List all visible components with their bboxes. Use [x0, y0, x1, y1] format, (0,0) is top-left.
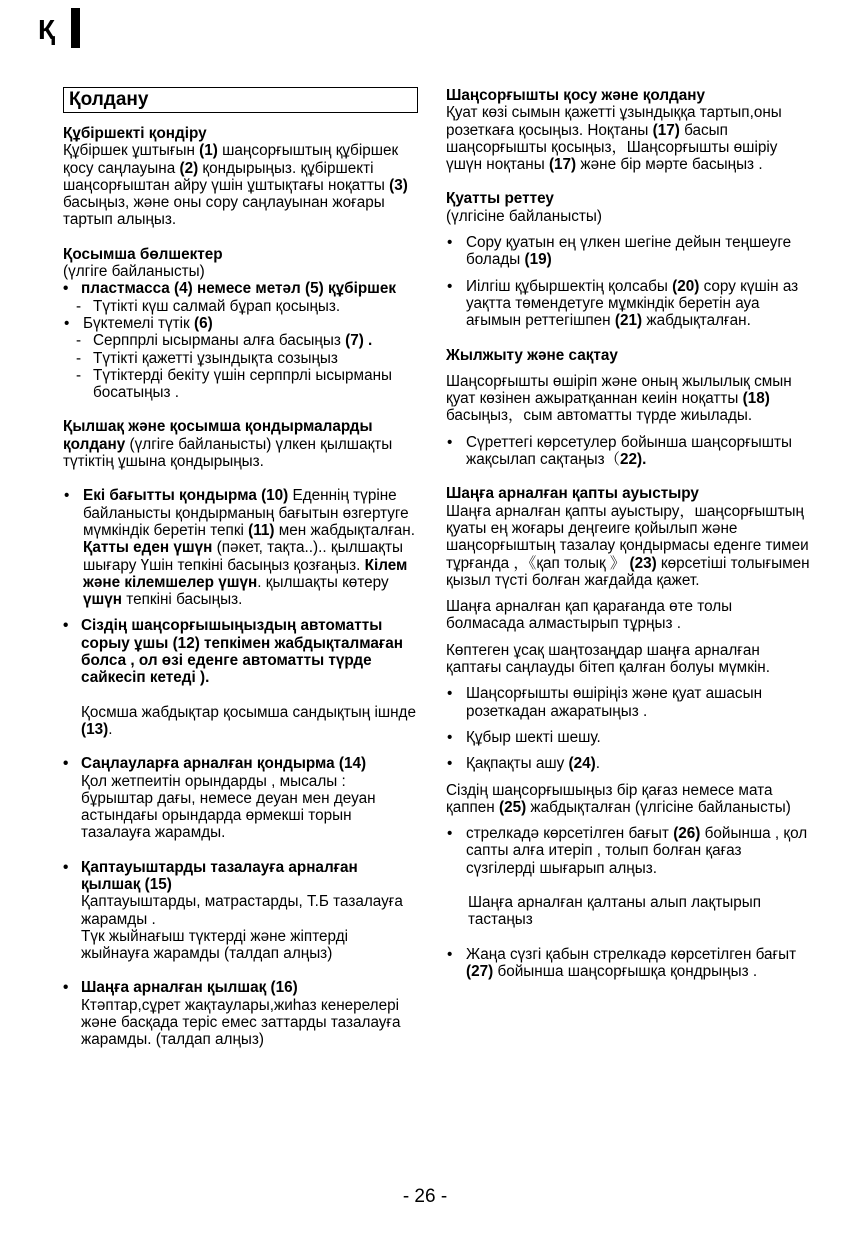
- operation-title: Шаңсорғышты қосу және қолдану: [446, 87, 706, 104]
- list-item: • стрелкадә көрсетілген бағыт (26) бойынша , қол сапты алға итеріп , толып болған қағаз сүзгілерді шығарып алңыз.: [446, 825, 811, 877]
- accessories-title: Қосымша бөлшектер: [63, 245, 223, 263]
- list-item: • Жаңа сүзгі қабын стрелкадә көрсетілген бағыт (27) бойынша шаңсорғышқа қондрыңыз .: [446, 946, 811, 981]
- list-item: - Серппрлі ысырманы алға басыңыз (7) .: [63, 332, 418, 349]
- list-item: • Иілгіш құбыршектің қолсабы (20) сору күшін аз уақтта төмендетуге мұмкіндік беретін ауа ағымын реттегішпен (21) жабдықталған.: [446, 278, 811, 330]
- bag-change-text: Шаңға арналған қапты ауыстыру，шаңсорғыштың қуаты ең жоғары деңгеиге қойылып және шаңсорғыштың тазалау қондырмасы еденге тимеи тұрғанда ，《қап толық 》 (23) көрсетіші толығымен қызыл түсті болған жағдайда қажет.: [446, 502, 810, 589]
- list-item: • Шаңсорғышты өшіріңіз және қуат ашасын розеткадан ажаратыңыз .: [446, 685, 811, 720]
- brushes-intro: Қылшақ және қосымша қондырмаларды қолдану (үлгіге байланысты) үлкен қылшақты түтіктің ұшына қондырыңыз.: [63, 418, 393, 471]
- list-item: - Түтікті күш салмай бұрап қосыңыз.: [63, 298, 418, 315]
- bag-change-note: Шаңға арналған қап қарағанда өте толы болмасада алмастырып тұрңыз .: [446, 598, 733, 633]
- operation-text: Қуат көзі сымын қажетті ұзындыққа тартып,оны розеткаға қосыңыз. Ноқтаны (17) басып шаңсорғышты қосыңыз，Шаңсорғышты өшіріу үшүн ноқтаны (17) және бір мәрте басыңыз .: [446, 104, 782, 174]
- list-item: • Екі бағытты қондырма (10) Еденнің түріне байланысты қондырманың бағытын өзгертуге мүмкіндік беретін тепкі (11) мен жабдықталған. Қатты еден үшүн (пәкет, тақта..).. қылшақты шығару Үшін тепкіні басыңыз қозғаңыз. Кілем және кілемшелер үшүн. қылшақты көтеру үшүн тепкіні басыңыз.: [63, 487, 418, 608]
- list-item: • Қаптауыштарды тазалауға арналған қылшақ (15): [63, 859, 418, 894]
- list-item: • пластмасса (4) немесе метәл (5) құбіршек: [63, 280, 418, 297]
- list-item: • Саңлауларға арналған қондырма (14): [63, 755, 418, 772]
- power-subtitle: (үлгісіне байланысты): [446, 207, 602, 225]
- right-column: [446, 87, 811, 980]
- list-item-text: Түк жыйнағыш түктерді және жіптерді жыйнауға жарамды (талдап алңыз): [81, 927, 349, 963]
- list-item: • Құбыр шекті шешу.: [446, 729, 811, 746]
- bag-change-note: Көптеген ұсақ шаңтозаңдар шаңға арналған қаптағы саңлауды бітеп қалған болуы мүмкін.: [446, 641, 770, 677]
- list-item-text: Ктәптар,сұрет жақтаулары,жиһаз кенерелері және басқада теріс емес заттарды тазалауға жарамды. (талдап алңыз): [81, 996, 401, 1049]
- list-item: • Бүктемелі түтік (6): [63, 315, 418, 332]
- list-item: • Қақпақты ашу (24).: [446, 755, 811, 772]
- page-number: - 26 -: [402, 1186, 448, 1207]
- list-item: • Сіздің шаңсорғышыңыздың автоматты сорыу ұшы (12) тепкімен жабдықталмаған болса , ол өзі еденге автоматты түрде сайкесіп кетеді ).: [63, 617, 418, 686]
- list-item: - Түтікті қажетті ұзындықта созыңыз: [63, 350, 418, 367]
- bag-change-title: Шаңға арналған қапты ауыстыру: [446, 485, 699, 503]
- bag-type-note: Сіздің шаңсорғышыңыз бір қағаз немесе мата қаппен (25) жабдықталған (үлгісіне байланысты): [446, 781, 791, 816]
- list-item: • Сүреттегі көрсетулер бойынша шаңсорғышты жақсылап сақтаңыз（22).: [446, 434, 811, 469]
- section-title: Қолдану: [63, 87, 418, 113]
- list-item: • Сору қуатын ең үлкен шегіне дейын теңшеуге болады (19): [446, 234, 811, 269]
- storage-title: Жылжыту және сақтау: [446, 346, 618, 364]
- list-item-text: Қол жетпеитін орындарды , мысалы : бұрыштар дағы, немесе деуан мен деуан астындағы орындарда өрмекші торын тазалауға жарамды.: [81, 772, 376, 842]
- list-item-text: Қаптауыштарды, матрастарды, Т.Б тазалауға жарамды .: [81, 893, 403, 928]
- language-marker-bar: [71, 8, 80, 48]
- hose-text: Құбіршек ұштығын (1) шаңсорғыштың құбіршек қосу саңлауына (2) қондырыңыз. құбіршекті шаңсорғыштан айру үшін ұштықтағы ноқатты (3) басыңыз, және оны сору саңлауынан жоғары тартып алыңыз.: [63, 142, 408, 229]
- power-title: Қуатты реттеу: [446, 190, 554, 208]
- left-column: [63, 87, 418, 1049]
- language-code: Қ: [38, 14, 56, 45]
- list-item: - Түтіктерді бекіту үшін серппрлі ысырманы босатыңыз .: [63, 367, 418, 402]
- accessories-subtitle: (үлгіге байланысты): [63, 263, 205, 281]
- hose-title: Құбіршекті қондіру: [63, 125, 207, 142]
- list-item: • Шаңға арналған қылшақ (16): [63, 979, 418, 996]
- list-item-text: Шаңға арналған қалтаны алып лақтырып тастаңыз: [468, 893, 762, 929]
- accessories-box-note: Қосмша жабдықтар қосымша сандықтың ішнде (13).: [81, 703, 416, 738]
- storage-text: Шаңсорғышты өшіріп және оның жылылық смын қуат көзінен ажыратқаннан кеиін ноқатты (18) басыңыз，сым автоматты түрде жиылады.: [446, 372, 792, 425]
